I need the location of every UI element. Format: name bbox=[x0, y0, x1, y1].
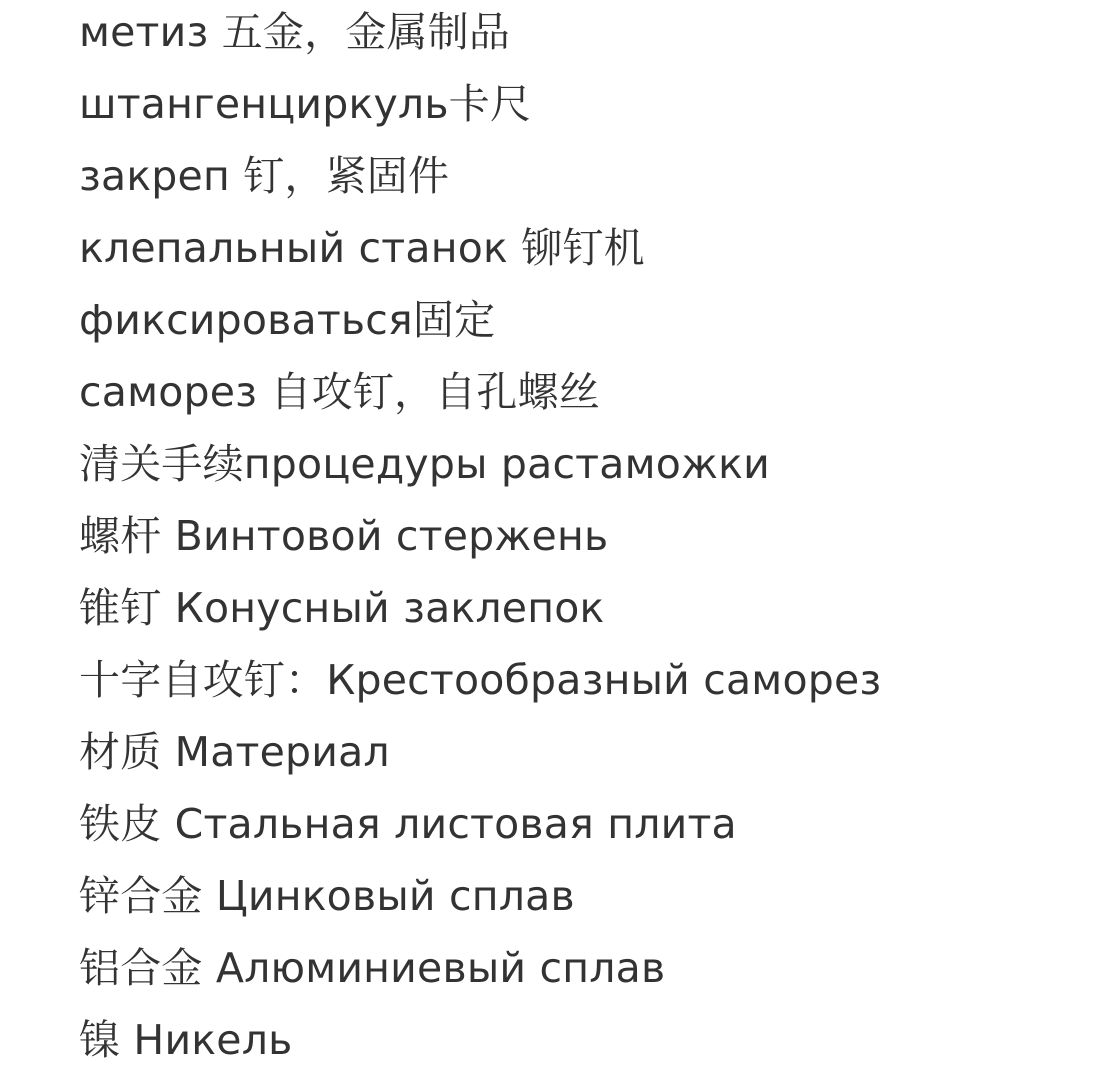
note-line: закреп 钉，紧固件 bbox=[79, 152, 450, 200]
note-line: 铝合金 Алюминиевый сплав bbox=[79, 944, 666, 992]
note-line: метиз 五金，金属制品 bbox=[79, 8, 511, 56]
note-line: 镍 Никель bbox=[79, 1016, 293, 1064]
note-line: 锌合金 Цинковый сплав bbox=[79, 872, 575, 920]
note-line: штангенциркуль卡尺 bbox=[79, 80, 532, 128]
note-line: саморез 自攻钉，自孔螺丝 bbox=[79, 368, 600, 416]
note-line: 材质 Материал bbox=[79, 728, 390, 776]
note-line: фиксироваться固定 bbox=[79, 296, 496, 344]
note-line: 铁皮 Стальная листовая плита bbox=[79, 800, 737, 848]
vocabulary-note bbox=[79, 0, 1079, 1080]
note-line: клепальный станок 铆钉机 bbox=[79, 224, 645, 272]
note-line: 清关手续процедуры растаможки bbox=[79, 440, 770, 488]
note-line: 十字自攻钉：Крестообразный саморез bbox=[79, 656, 882, 704]
note-line: 锥钉 Конусный заклепок bbox=[79, 584, 605, 632]
note-line: 螺杆 Винтовой стержень bbox=[79, 512, 609, 560]
